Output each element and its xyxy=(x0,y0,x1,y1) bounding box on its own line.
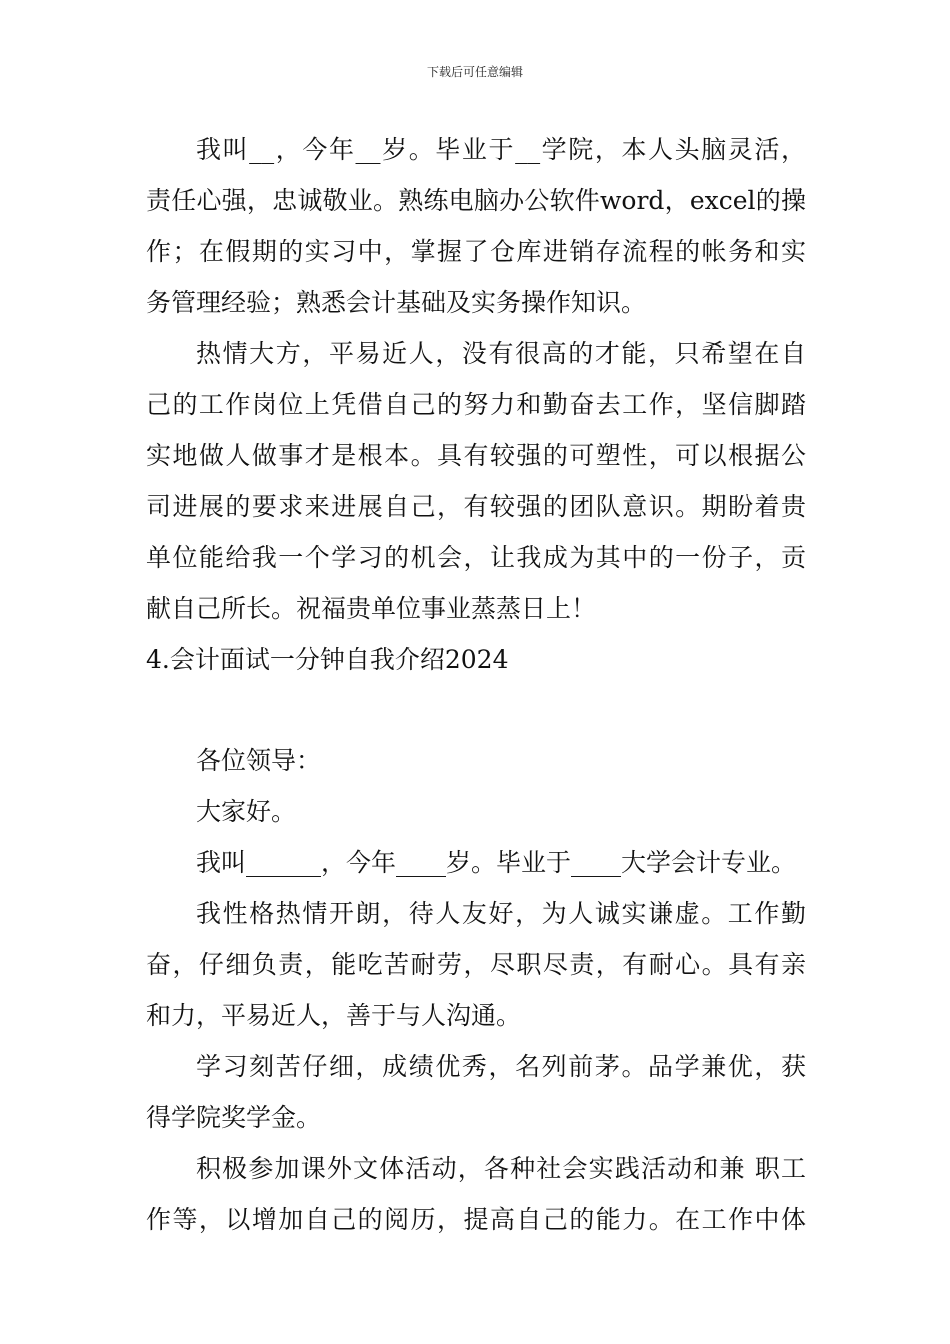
spacer xyxy=(146,685,806,735)
text-line: 积极参加课外文体活动，各种社会实践活动和兼 职工 xyxy=(196,1154,806,1183)
text-line: 单位能给我一个学习的机会，让我成为其中的一份子，贡 xyxy=(146,543,806,572)
section-title: 4.会计面试一分钟自我介绍2024 xyxy=(146,645,509,674)
text-line: 献自己所长。祝福贵单位事业蒸蒸日上！ xyxy=(146,594,597,623)
paragraph-1 xyxy=(146,124,806,328)
text-line: 我叫__，今年__岁。毕业于__学院，本人头脑灵活， xyxy=(196,135,806,164)
text-line: 作；在假期的实习中，掌握了仓库进销存流程的帐务和实 xyxy=(146,237,806,266)
text-line: 奋，仔细负责，能吃苦耐劳，尽职尽责，有耐心。具有亲 xyxy=(146,950,806,979)
text-line: 己的工作岗位上凭借自己的努力和勤奋去工作，坚信脚踏 xyxy=(146,390,806,419)
paragraph-2 xyxy=(146,328,806,634)
paragraph-5 xyxy=(146,1143,806,1245)
text-line: 实地做人做事才是根本。具有较强的可塑性，可以根据公 xyxy=(146,441,806,470)
greeting-line: 各位领导： xyxy=(196,746,322,775)
paragraph-3 xyxy=(146,888,806,1041)
text-line: 得学院奖学金。 xyxy=(146,1103,322,1132)
text-line: 我性格热情开朗，待人友好，为人诚实谦虚。工作勤 xyxy=(196,899,806,928)
text-line: 作等，以增加自己的阅历，提高自己的能力。在工作中体 xyxy=(146,1205,806,1234)
text-line: 学习刻苦仔细，成绩优秀，名列前茅。品学兼优，获 xyxy=(196,1052,806,1081)
intro-line: 我叫______，今年____岁。毕业于____大学会计专业。 xyxy=(196,848,797,877)
text-line: 和力，平易近人，善于与人沟通。 xyxy=(146,1001,522,1030)
paragraph-4 xyxy=(146,1041,806,1143)
page-header: 下载后可任意编辑 xyxy=(426,65,523,79)
text-line: 责任心强，忠诚敬业。熟练电脑办公软件word，excel的操 xyxy=(146,186,806,215)
document-body xyxy=(146,124,806,1245)
text-line: 热情大方，平易近人，没有很高的才能，只希望在自 xyxy=(196,339,806,368)
text-line: 务管理经验；熟悉会计基础及实务操作知识。 xyxy=(146,288,647,317)
greeting-line: 大家好。 xyxy=(196,797,297,826)
text-line: 司进展的要求来进展自己，有较强的团队意识。期盼着贵 xyxy=(146,492,806,521)
